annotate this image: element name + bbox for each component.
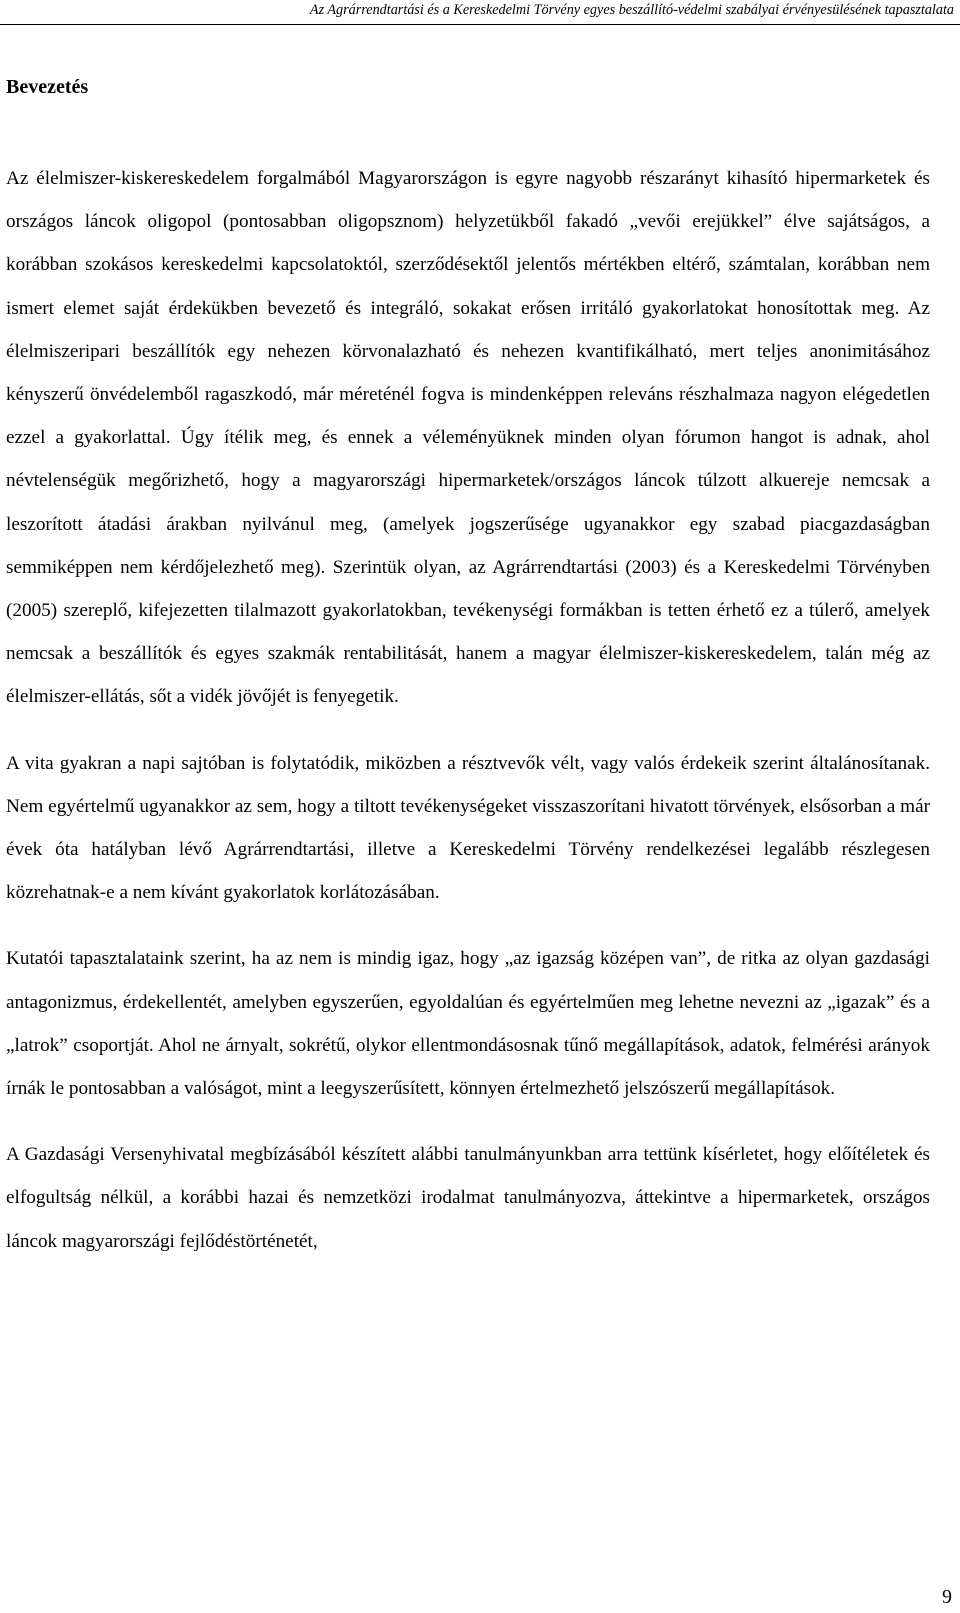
paragraph-2: A vita gyakran a napi sajtóban is folytatódik, miközben a résztvevők vélt, vagy valós érdekeik szerint általánosítanak. Nem egyértelmű ugyanakkor az sem, hogy a tiltott tevékenységeket visszaszorítani hivatott törvények, elsősorban a már évek óta hatályban lévő Agrárrendtartási, illetve a Kereskedelmi Törvény rendelkezései legalább részlegesen közrehatnak-e a nem kívánt gyakorlatok korlátozásában. xyxy=(6,752,930,904)
paragraph-3: Kutatói tapasztalataink szerint, ha az nem is mindig igaz, hogy „az igazság középen van”, de ritka az olyan gazdasági antagonizmus, érdekellentét, amelyben egyszerűen, egyoldalúan és egyértelműen meg lehetne nevezni az „igazak” és a „latrok” csoportját. Ahol ne árnyalt, sokrétű, olykor ellentmondásosnak tűnő megállapítások, adatok, felmérési arányok írnák le pontosabban a valóságot, mint a leegyszerűsített, könnyen értelmezhető jelszószerű megállapítások. xyxy=(6,948,930,1100)
paragraph-1: Az élelmiszer-kiskereskedelem forgalmából Magyarországon is egyre nagyobb részarányt kihasító hipermarketek és országos láncok oligopol (pontosabban oligopsznom) helyzetükből fakadó „vevői erejükkel” élve sajátságos, a korábban szokásos kereskedelmi kapcsolatoktól, szerződésektől jelentős mértékben eltérő, számtalan, korábban nem ismert elemet saját érdekükben bevezető és integráló, sokakat erősen irritáló gyakorlatokat honosítottak meg. Az élelmiszeripari beszállítók egy nehezen körvonalazható és nehezen kvantifikálható, mert teljes anonimitásához kényszerű önvédelemből ragaszkodó, már méreténél fogva is mindenképpen releváns részhalmaza nagyon elégedetlen ezzel a gyakorlattal. Úgy ítélik meg, és ennek a véleményüknek minden olyan fórumon hangot is adnak, ahol névtelenségük megőrizhető, hogy a magyarországi hipermarketek/országos láncok túlzott alkuereje nemcsak a leszorított átadási árakban nyilvánul meg, (amelyek jogszerűsége ugyanakkor egy szabad piacgazdaságban semmiképpen nem kérdőjelezhető meg). Szerintük olyan, az Agrárrendtartási (2003) és a Kereskedelmi Törvényben (2005) szereplő, kifejezetten tilalmazott gyakorlatokban, tevékenységi formákban is tetten érhető ez a túlerő, amelyek nemcsak a beszállítók és egyes szakmák rentabilitását, hanem a magyar élelmiszer-kiskereskedelem, talán még az élelmiszer-ellátás, sőt a vidék jövőjét is fenyegetik. xyxy=(6,168,930,708)
paragraph-4: A Gazdasági Versenyhivatal megbízásából készített alábbi tanulmányunkban arra tettünk kísérletet, hogy előítéletek és elfogultság nélkül, a korábbi hazai és nemzetközi irodalmat tanulmányozva, áttekintve a hipermarketek, országos láncok magyarországi fejlődéstörténetét, xyxy=(6,1144,930,1252)
section-title: Bevezetés xyxy=(6,76,89,98)
running-header: Az Agrárrendtartási és a Kereskedelmi Törvény egyes beszállító-védelmi szabályai érvényesülésének tapasztalata xyxy=(0,0,960,25)
body-text xyxy=(6,157,930,1263)
page-number: 9 xyxy=(942,1586,952,1608)
